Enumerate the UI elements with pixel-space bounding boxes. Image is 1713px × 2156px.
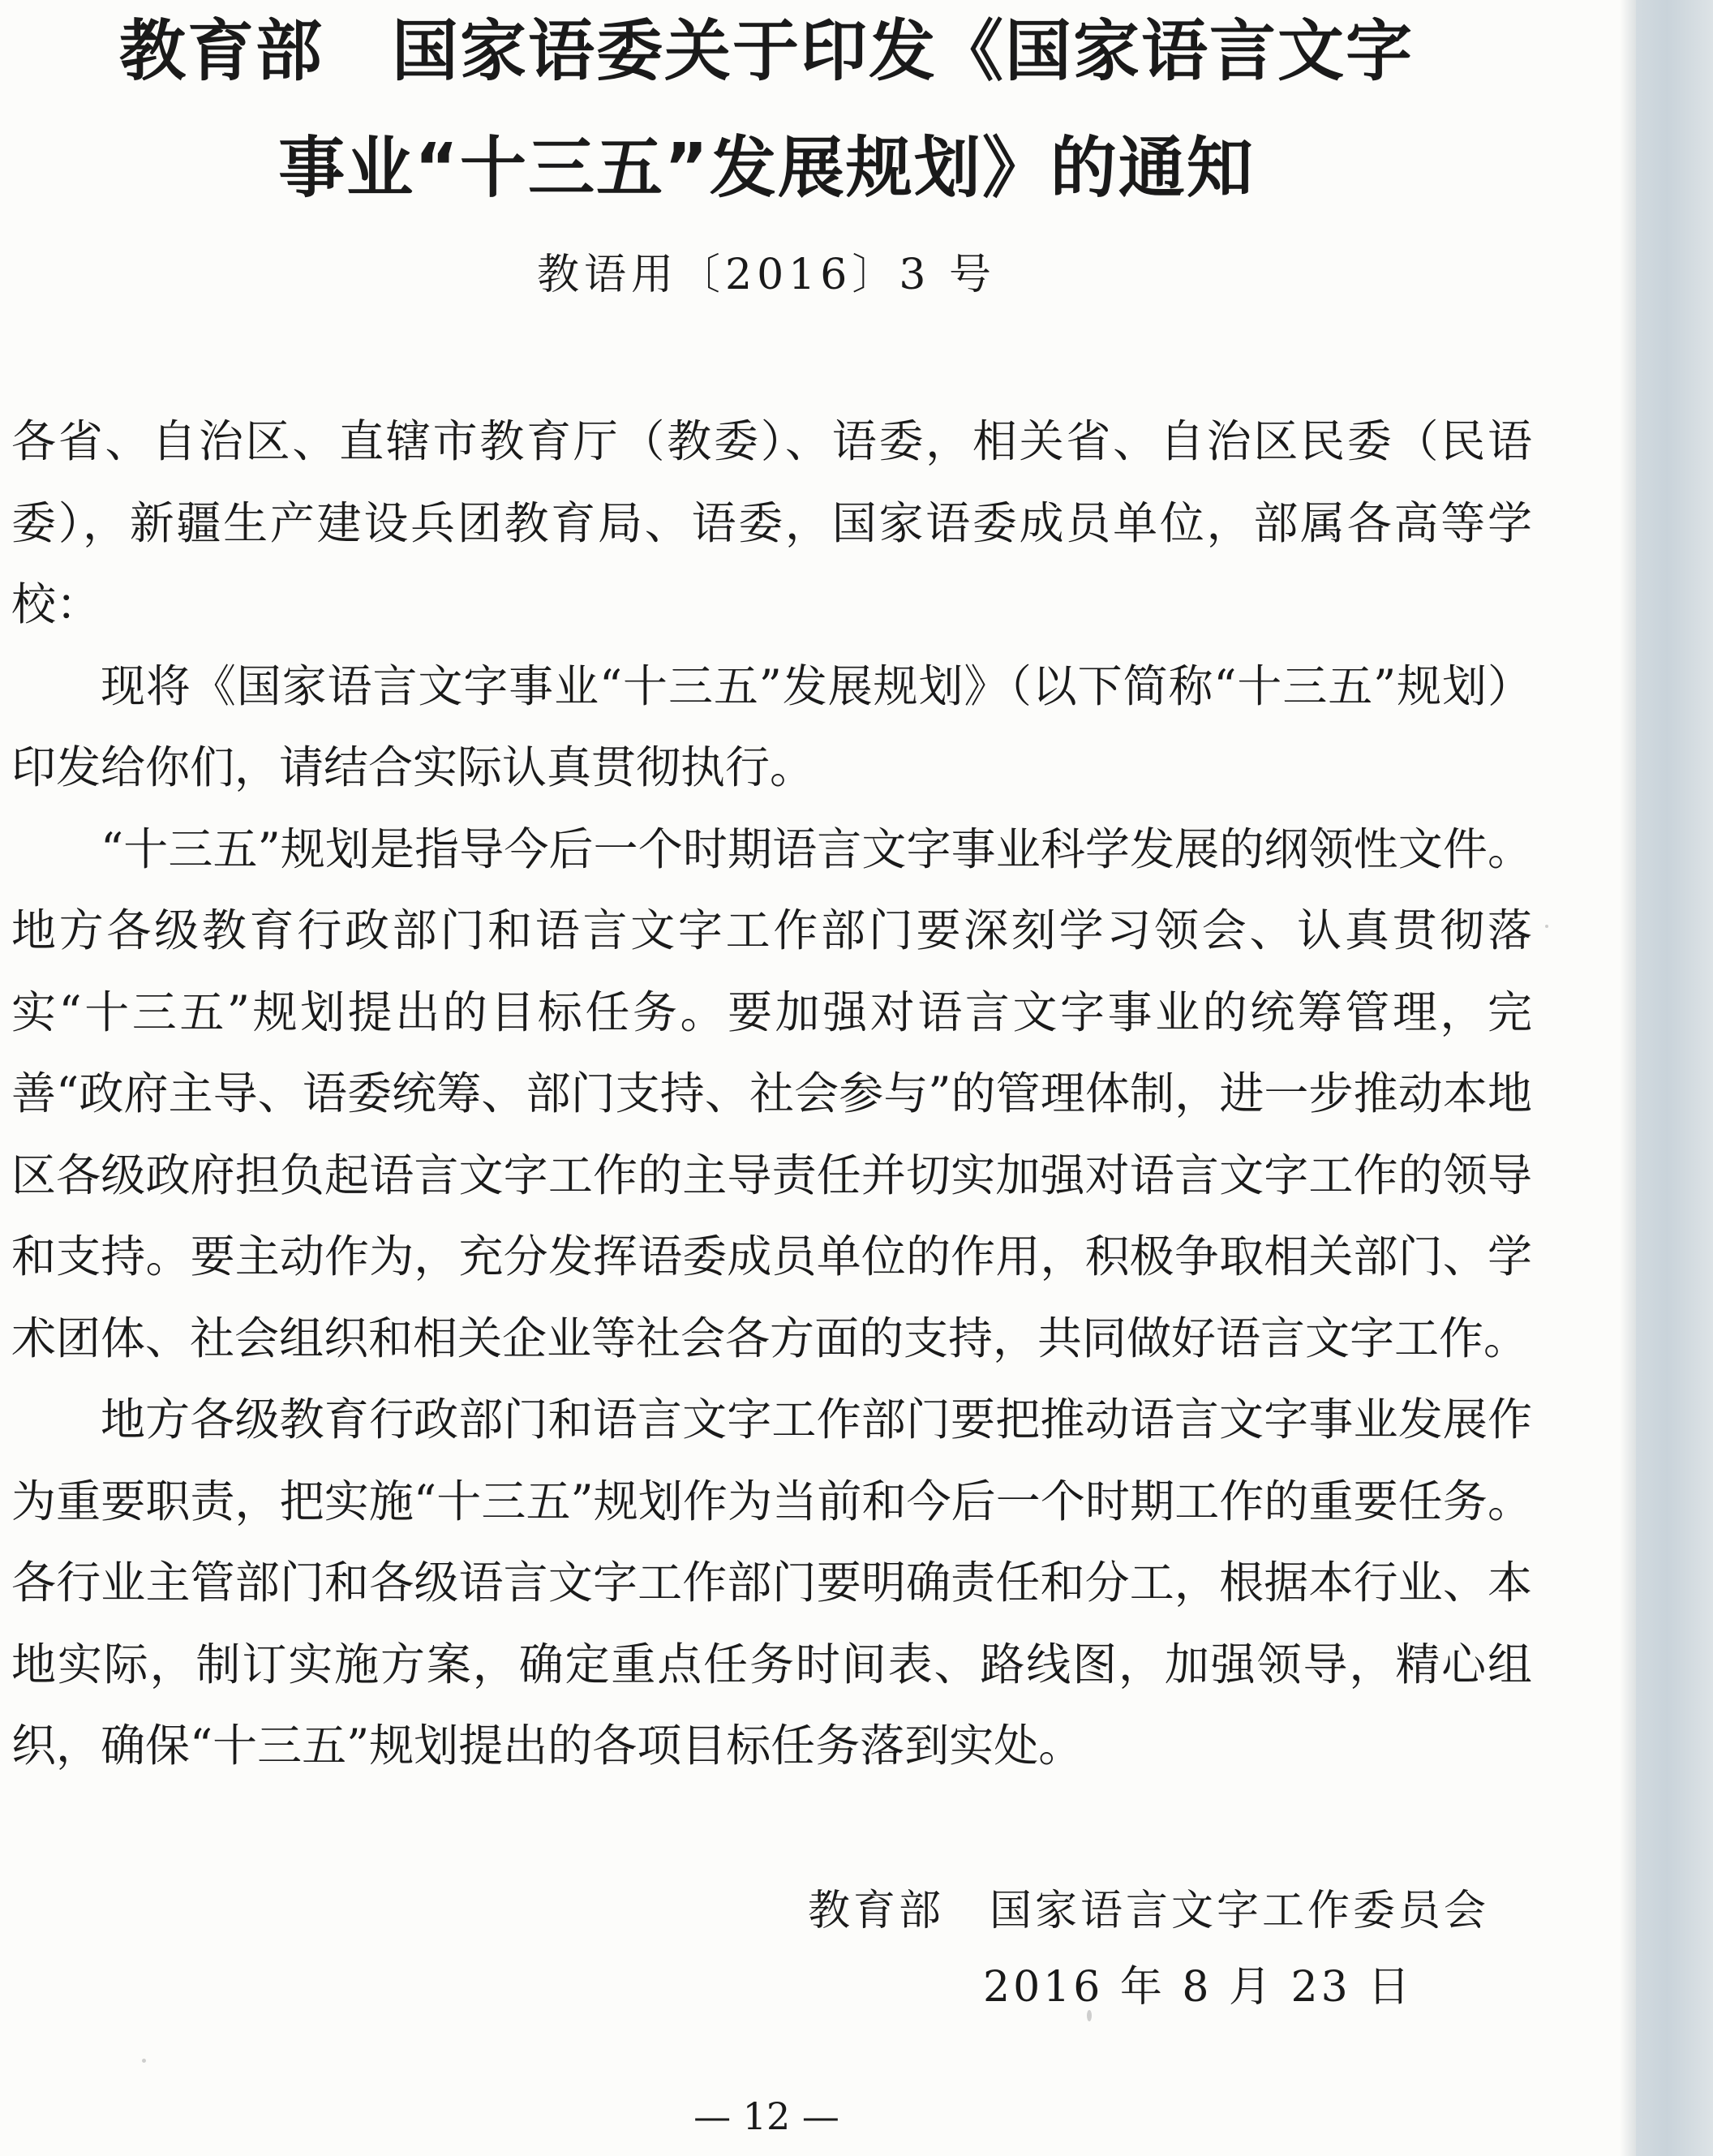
title-line-1: 教育部 国家语委关于印发《国家语言文字 — [118, 13, 1414, 90]
signature-date: 2016 年 8 月 23 日 — [983, 1963, 1414, 2012]
document-number: 教语用〔2016〕3 号 — [537, 251, 996, 299]
scan-speck — [1545, 925, 1548, 928]
title-line-2: 事业“十三五”发展规划》的通知 — [278, 130, 1255, 207]
document-body — [11, 401, 1532, 1787]
paragraph-3: 地方各级教育行政部门和语言文字工作部门要把推动语言文字事业发展作为重要职责，把实施“十三五”规划作为当前和今后一个时期工作的重要任务。各行业主管部门和各级语言文字工作部门要明确责任和分工，根据本行业、本地实际，制订实施方案，确定重点任务时间表、路线图，加强领导，精心组织，确保“十三五”规划提出的各项目标任务落到实处。 — [11, 1394, 1532, 1772]
scan-speck — [142, 2059, 146, 2063]
page-number: — 12 — — [693, 2094, 839, 2138]
signatories: 教育部 国家语言文字工作委员会 — [808, 1887, 1490, 1935]
scan-edge-strip — [1636, 0, 1713, 2156]
paragraph-2: “十三五”规划是指导今后一个时期语言文字事业科学发展的纲领性文件。地方各级教育行政部门和语言文字工作部门要深刻学习领会、认真贯彻落实“十三五”规划提出的目标任务。要加强对语言文字事业的统筹管理，完善“政府主导、语委统筹、部门支持、社会参与”的管理体制，进一步推动本地区各级政府担负起语言文字工作的主导责任并切实加强对语言文字工作的领导和支持。要主动作为，充分发挥语委成员单位的作用，积极争取相关部门、学术团体、社会组织和相关企业等社会各方面的支持，共同做好语言文字工作。 — [11, 822, 1532, 1364]
salutation: 各省、自治区、直辖市教育厅（教委）、语委，相关省、自治区民委（民语委），新疆生产建设兵团教育局、语委，国家语委成员单位，部属各高等学校： — [11, 415, 1532, 630]
paragraph-1: 现将《国家语言文字事业“十三五”发展规划》（以下简称“十三五”规划）印发给你们，请结合实际认真贯彻执行。 — [11, 659, 1532, 793]
scan-edge-shadow — [1620, 0, 1636, 2156]
scan-speck — [1087, 2010, 1092, 2021]
